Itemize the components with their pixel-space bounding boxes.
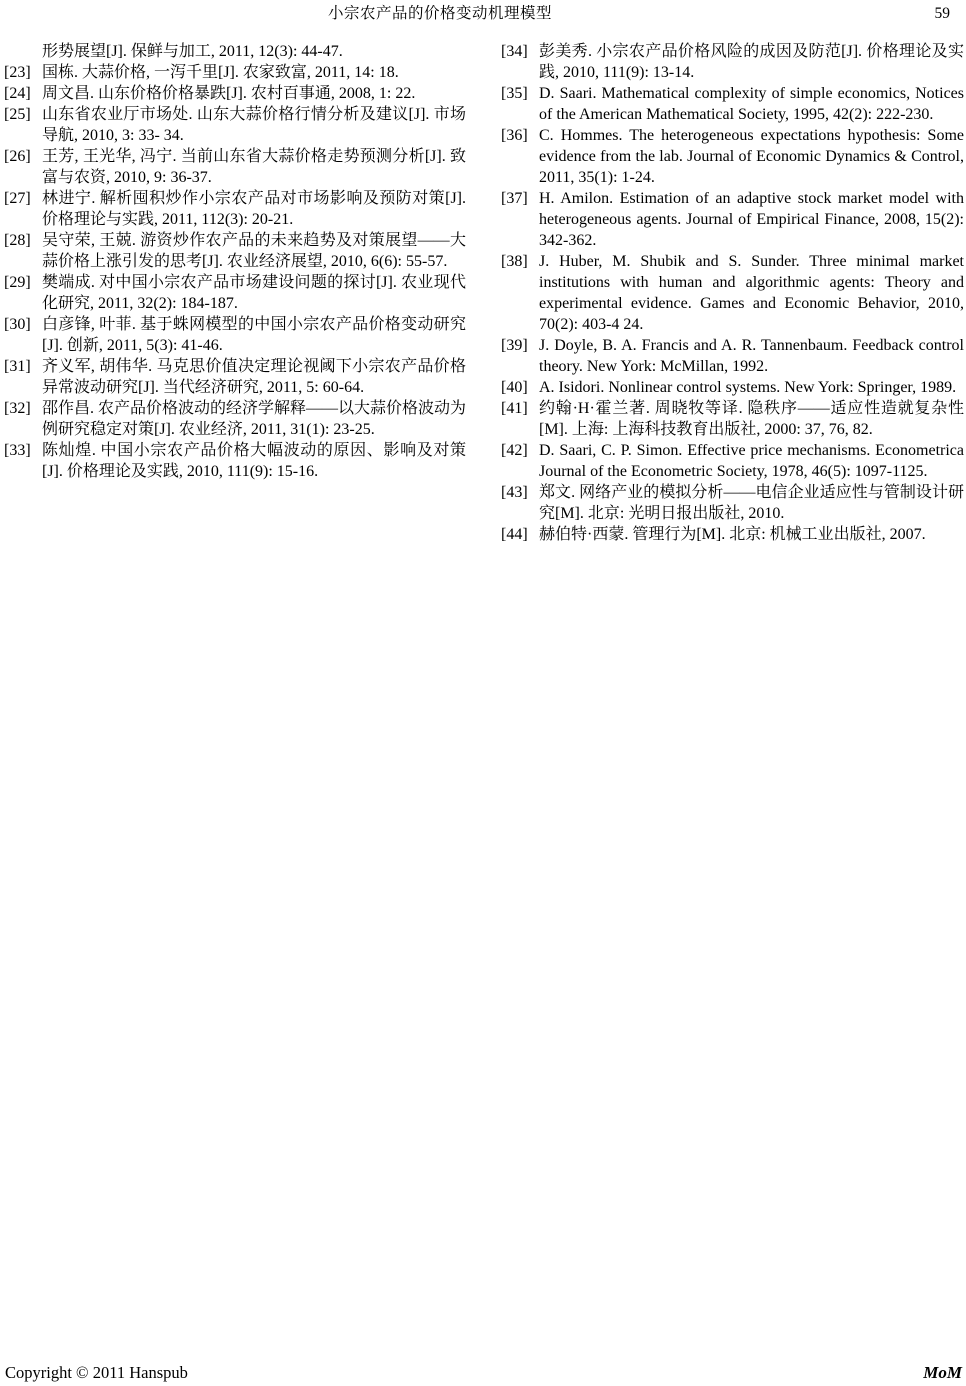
reference-item — [4, 83, 466, 104]
references-column-left — [4, 41, 466, 545]
reference-item — [4, 272, 466, 314]
reference-item — [4, 356, 466, 398]
reference-text: D. Saari, C. P. Simon. Effective price mechanisms. Econometrica Journal of the Econometric Society, 1978, 46(5): 1097-1125. — [539, 442, 964, 480]
reference-number: [30] — [4, 316, 31, 333]
running-title: 小宗农产品的价格变动机理模型 — [327, 5, 552, 22]
reference-number: [24] — [4, 85, 31, 102]
reference-number: [42] — [501, 442, 528, 459]
reference-item — [501, 398, 964, 440]
reference-number: [29] — [4, 274, 31, 291]
page-footer — [5, 1363, 962, 1383]
reference-text: C. Hommes. The heterogeneous expectations hypothesis: Some evidence from the lab. Journal of Economic Dynamics & Control, 2011, 35(1): 1-24. — [539, 127, 964, 186]
reference-item — [501, 440, 964, 482]
reference-item — [501, 524, 964, 545]
reference-text: 齐义军, 胡伟华. 马克思价值决定理论视阈下小宗农产品价格异常波动研究[J]. 当代经济研究, 2011, 5: 60-64. — [42, 358, 466, 396]
reference-item — [4, 146, 466, 188]
reference-item — [4, 230, 466, 272]
reference-number: [27] — [4, 190, 31, 207]
reference-text: 邵作昌. 农产品价格波动的经济学解释——以大蒜价格波动为例研究稳定对策[J]. 农业经济, 2011, 31(1): 23-25. — [42, 400, 467, 438]
reference-text: A. Isidori. Nonlinear control systems. New York: Springer, 1989. — [539, 379, 957, 396]
reference-text: 樊端成. 对中国小宗农产品市场建设问题的探讨[J]. 农业现代化研究, 2011, 32(2): 184-187. — [42, 274, 466, 312]
reference-number: [26] — [4, 148, 31, 165]
reference-number: [33] — [4, 442, 31, 459]
page-header — [0, 4, 966, 24]
reference-item — [4, 398, 466, 440]
reference-item — [501, 125, 964, 188]
reference-item — [501, 188, 964, 251]
reference-number: [43] — [501, 484, 528, 501]
reference-text: 山东省农业厅市场处. 山东大蒜价格行情分析及建议[J]. 市场导航, 2010, 3: 33- 34. — [42, 106, 466, 144]
reference-text: 国栋. 大蒜价格, 一泻千里[J]. 农家致富, 2011, 14: 18. — [42, 64, 399, 81]
reference-number: [31] — [4, 358, 31, 375]
reference-text: H. Amilon. Estimation of an adaptive stock market model with heterogeneous agents. Journal of Empirical Finance, 2008, 15(2): 342-362. — [539, 190, 964, 249]
reference-text: 彭美秀. 小宗农产品价格风险的成因及防范[J]. 价格理论及实践, 2010, 111(9): 13-14. — [539, 43, 964, 81]
reference-text: 郑文. 网络产业的模拟分析——电信企业适应性与管制设计研究[M]. 北京: 光明日报出版社, 2010. — [539, 484, 964, 522]
reference-number: [41] — [501, 400, 528, 417]
reference-text: 约翰·H·霍兰著. 周晓牧等译. 隐秩序——适应性造就复杂性[M]. 上海: 上海科技教育出版社, 2000: 37, 76, 82. — [539, 400, 964, 438]
reference-item — [4, 314, 466, 356]
reference-number: [25] — [4, 106, 31, 123]
reference-text: J. Doyle, B. A. Francis and A. R. Tannenbaum. Feedback control theory. New York: McMillan, 1992. — [539, 337, 964, 375]
reference-item — [4, 41, 466, 62]
reference-text: 赫伯特·西蒙. 管理行为[M]. 北京: 机械工业出版社, 2007. — [539, 526, 926, 543]
reference-text: 陈灿煌. 中国小宗农产品价格大幅波动的原因、影响及对策[J]. 价格理论及实践, 2010, 111(9): 15-16. — [42, 442, 466, 480]
reference-number: [37] — [501, 190, 528, 207]
reference-text: 白彦锋, 叶菲. 基于蛛网模型的中国小宗农产品价格变动研究[J]. 创新, 2011, 5(3): 41-46. — [42, 316, 466, 354]
reference-text: 林进宁. 解析囤积炒作小宗农产品对市场影响及预防对策[J]. 价格理论与实践, 2011, 112(3): 20-21. — [42, 190, 466, 228]
reference-item — [4, 104, 466, 146]
reference-text: J. Huber, M. Shubik and S. Sunder. Three minimal market institutions with human and algorithmic agents: Theory and experimental evidence. Games and Economic Behavior, 2010, 70(2): 403-4 24. — [539, 253, 964, 333]
reference-text: D. Saari. Mathematical complexity of simple economics, Notices of the American Mathematical Society, 1995, 42(2): 222-230. — [539, 85, 964, 123]
references-section — [4, 41, 964, 545]
footer-journal-mark: MoM — [923, 1363, 962, 1382]
reference-item — [501, 482, 964, 524]
reference-item — [4, 440, 466, 482]
reference-text: 吴守荣, 王兢. 游资炒作农产品的未来趋势及对策展望——大蒜价格上涨引发的思考[J]. 农业经济展望, 2010, 6(6): 55-57. — [42, 232, 466, 270]
reference-item — [501, 251, 964, 335]
reference-item — [4, 188, 466, 230]
reference-text: 形势展望[J]. 保鲜与加工, 2011, 12(3): 44-47. — [42, 43, 343, 60]
reference-item — [4, 62, 466, 83]
reference-number: [23] — [4, 64, 31, 81]
reference-item — [501, 41, 964, 83]
reference-number: [32] — [4, 400, 31, 417]
reference-number: [38] — [501, 253, 528, 270]
reference-number: [36] — [501, 127, 528, 144]
footer-copyright: Copyright © 2011 Hanspub — [5, 1363, 188, 1382]
reference-number: [34] — [501, 43, 528, 60]
reference-item — [501, 83, 964, 125]
reference-text: 王芳, 王光华, 冯宁. 当前山东省大蒜价格走势预测分析[J]. 致富与农资, 2010, 9: 36-37. — [42, 148, 466, 186]
page-number: 59 — [934, 5, 950, 22]
reference-text: 周文昌. 山东价格价格暴跌[J]. 农村百事通, 2008, 1: 22. — [42, 85, 416, 102]
references-column-right — [501, 41, 964, 545]
reference-number: [28] — [4, 232, 31, 249]
reference-number: [39] — [501, 337, 528, 354]
reference-number: [35] — [501, 85, 528, 102]
reference-number: [40] — [501, 379, 528, 396]
reference-item — [501, 377, 964, 398]
reference-number — [4, 41, 42, 62]
reference-item — [501, 335, 964, 377]
reference-number: [44] — [501, 526, 528, 543]
